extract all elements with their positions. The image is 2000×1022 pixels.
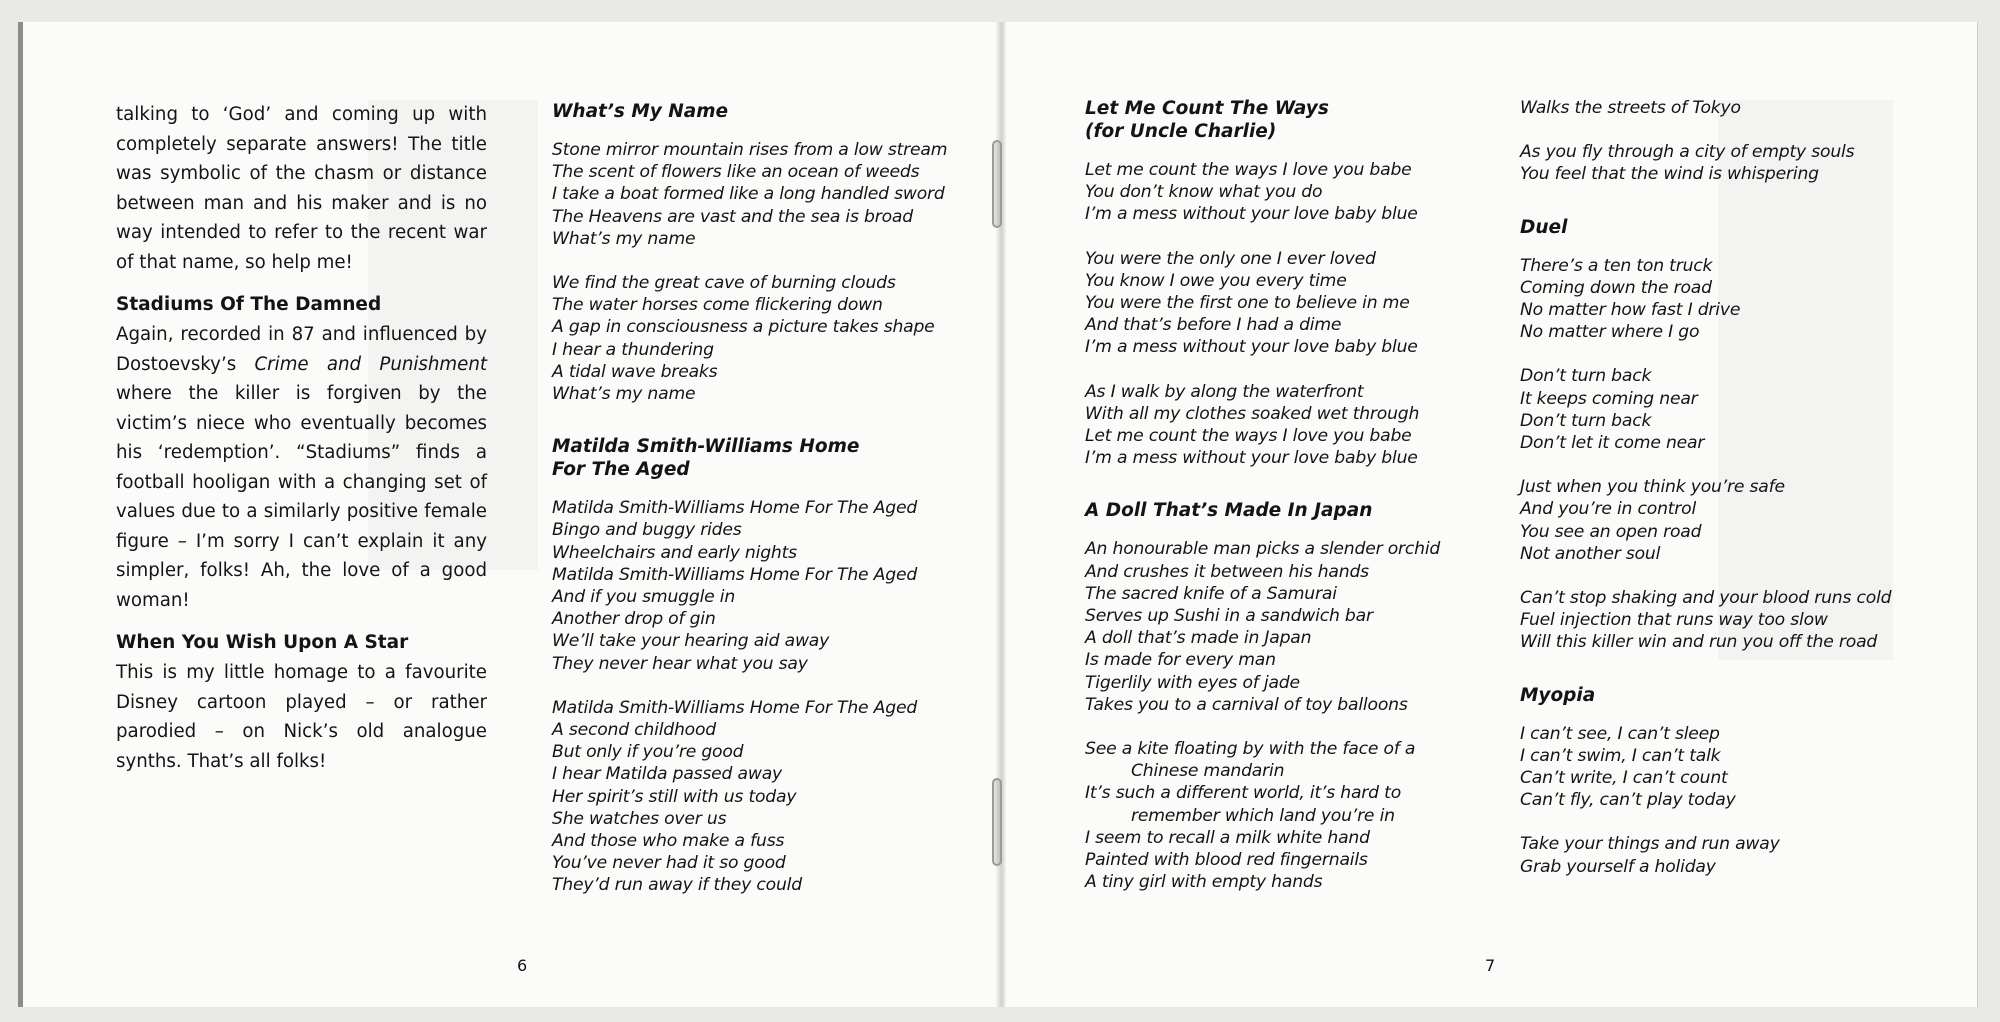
lyric-stanza [1085, 248, 1525, 359]
song-block [1520, 216, 1960, 654]
lyric-line: I’m a mess without your love baby blue [1085, 448, 1418, 469]
lyric-line: Wheelchairs and early nights [552, 542, 797, 563]
lyric-line: What’s my name [552, 228, 696, 249]
lyric-line: Takes you to a carnival of toy balloons [1085, 694, 1408, 715]
lyric-line: It’s such a different world, it’s hard to [1085, 783, 1402, 804]
lyric-line: I seem to recall a milk white hand [1085, 827, 1370, 848]
lyric-line: I hear Matilda passed away [552, 764, 783, 785]
lyric-line: You were the only one I ever loved [1085, 248, 1376, 269]
lyric-line: The Heavens are vast and the sea is broad [552, 206, 913, 227]
song-block [1085, 499, 1525, 893]
lyric-stanza [1085, 738, 1525, 893]
lyrics-column-right-page-2 [1520, 97, 1960, 908]
paragraph-text: This is my little homage to a favourite Disney cartoon played – or rather parodied – on Nick’s old analogue synths. That’s all folks! [116, 662, 487, 772]
lyric-line: Matilda Smith-Williams Home For The Aged [552, 564, 918, 585]
lyric-line: What’s my name [552, 384, 696, 405]
lyric-line: Don’t turn back [1520, 410, 1652, 431]
lyric-stanza [1085, 538, 1525, 716]
lyric-line: She watches over us [552, 808, 727, 829]
song-title-line: (for Uncle Charlie) [1085, 121, 1277, 142]
song-title-line: Let Me Count The Ways [1085, 98, 1329, 119]
song-title-line: What’s My Name [552, 101, 729, 122]
lyric-line: We’ll take your hearing aid away [552, 631, 830, 652]
lyric-stanza [1085, 381, 1525, 470]
lyric-line: Another drop of gin [552, 609, 716, 630]
lyric-stanza [1085, 159, 1525, 226]
lyric-line: Can’t fly, can’t play today [1520, 790, 1736, 811]
lyric-line: Grab yourself a holiday [1520, 856, 1716, 877]
lyric-line: Matilda Smith-Williams Home For The Aged [552, 498, 918, 519]
lyric-stanza [552, 272, 972, 405]
lyric-stanza [1520, 476, 1960, 565]
lyric-line: I can’t see, I can’t sleep [1520, 723, 1720, 744]
lyric-line: And crushes it between his hands [1085, 561, 1369, 582]
lyric-line: Matilda Smith-Williams Home For The Aged [552, 697, 918, 718]
song-title [1085, 97, 1525, 143]
staple-top [992, 140, 1002, 228]
lyric-line: It keeps coming near [1520, 388, 1698, 409]
lyric-line: Serves up Sushi in a sandwich bar [1085, 606, 1373, 627]
song-block [1520, 97, 1960, 186]
lyric-line: remember which land you’re in [1131, 805, 1395, 826]
lyric-line: I hear a thundering [552, 339, 714, 360]
lyric-line: Can’t stop shaking and your blood runs cold [1520, 588, 1892, 609]
lyric-stanza [1520, 587, 1960, 654]
lyric-stanza [1520, 141, 1960, 185]
paragraph-text: talking to ‘God’ and coming up with completely separate answers! The title was symbolic of the chasm or distance between man and his maker and is no way intended to refer to the recent war of that name, so help me! [116, 104, 487, 273]
song-block [1085, 97, 1525, 469]
song-block [1520, 684, 1960, 878]
lyric-line: An honourable man picks a slender orchid [1085, 539, 1441, 560]
lyric-line: They’d run away if they could [552, 875, 802, 896]
song-title [1085, 499, 1525, 522]
lyric-stanza [552, 697, 972, 897]
lyric-line: Tigerlily with eyes of jade [1085, 672, 1300, 693]
page-number-left: 6 [517, 956, 528, 975]
lyrics-column-left-page [552, 100, 972, 927]
lyric-line: They never hear what you say [552, 653, 808, 674]
lyric-stanza [1520, 97, 1960, 119]
lyric-line: Not another soul [1520, 543, 1661, 564]
lyric-line: A doll that’s made in Japan [1085, 628, 1312, 649]
lyric-line: No matter how fast I drive [1520, 300, 1741, 321]
lyric-line: Can’t write, I can’t count [1520, 768, 1728, 789]
lyric-line: The water horses come flickering down [552, 295, 883, 316]
lyric-stanza [552, 497, 972, 675]
lyric-line: I’m a mess without your love baby blue [1085, 337, 1418, 358]
lyric-line: Is made for every man [1085, 650, 1276, 671]
lyric-line: Let me count the ways I love you babe [1085, 426, 1412, 447]
lyric-line: You don’t know what you do [1085, 182, 1323, 203]
lyric-line: We find the great cave of burning clouds [552, 273, 896, 294]
lyric-line: I’m a mess without your love baby blue [1085, 204, 1418, 225]
lyric-line: Stone mirror mountain rises from a low stream [552, 140, 948, 160]
lyric-line: As I walk by along the waterfront [1085, 381, 1364, 402]
lyric-stanza [1520, 255, 1960, 344]
lyric-line: Don’t turn back [1520, 366, 1652, 387]
lyric-stanza [1520, 833, 1960, 877]
song-title-line: Matilda Smith-Williams Home [552, 436, 860, 458]
lyric-line: Coming down the road [1520, 277, 1712, 298]
lyric-line: A second childhood [552, 720, 717, 741]
song-title [1520, 216, 1960, 239]
song-title-line: Duel [1520, 216, 1568, 238]
italic-title: Crime and Punishment [254, 353, 487, 375]
liner-notes-text [116, 100, 487, 776]
lyric-line: No matter where I go [1520, 322, 1700, 343]
lyric-line: See a kite floating by with the face of a [1085, 739, 1416, 760]
lyric-line: But only if you’re good [552, 742, 744, 763]
lyric-line: You see an open road [1520, 521, 1702, 542]
lyric-line: And if you smuggle in [552, 587, 736, 608]
lyric-stanza [1520, 365, 1960, 454]
paragraph-text: Again, recorded in 87 and influenced by Dostoevsky’s [116, 324, 487, 375]
lyric-line: And those who make a fuss [552, 831, 785, 852]
lyric-line: Take your things and run away [1520, 834, 1780, 855]
lyric-line: I take a boat formed like a long handled sword [552, 184, 945, 205]
notes-paragraph [116, 658, 487, 776]
lyric-line: Will this killer win and run you off the road [1520, 632, 1878, 653]
section-heading: When You Wish Upon A Star [116, 632, 409, 653]
song-block [552, 100, 972, 405]
lyric-line: You know I owe you every time [1085, 270, 1347, 291]
notes-paragraph [116, 100, 487, 277]
lyric-line: A tiny girl with empty hands [1085, 872, 1323, 893]
lyric-line: The scent of flowers like an ocean of weeds [552, 162, 920, 183]
song-title-line: A Doll That’s Made In Japan [1085, 500, 1373, 522]
lyric-line: You feel that the wind is whispering [1520, 164, 1819, 185]
section-heading: Stadiums Of The Damned [116, 294, 382, 315]
lyric-line: A tidal wave breaks [552, 361, 718, 382]
paragraph-text: where the killer is forgiven by the victim’s niece who eventually becomes his ‘redemption’. “Stadiums” finds a football hooligan with a changing set of values due to a similarly positive female figure – I’m sorry I can’t explain it any simpler, folks! Ah, the love of a good woman! [116, 383, 487, 611]
lyric-line: Walks the streets of Tokyo [1520, 98, 1741, 118]
song-block [552, 435, 972, 896]
song-title [552, 435, 972, 481]
lyric-line: You were the first one to believe in me [1085, 293, 1410, 314]
notes-paragraph [116, 320, 487, 615]
lyric-line: Chinese mandarin [1131, 761, 1285, 782]
lyric-line: Bingo and buggy rides [552, 520, 742, 541]
lyric-line: Fuel injection that runs way too slow [1520, 610, 1828, 631]
song-title-line: Myopia [1520, 684, 1596, 706]
lyric-line: You’ve never had it so good [552, 853, 786, 874]
lyric-line: Painted with blood red fingernails [1085, 850, 1368, 871]
song-title [552, 100, 972, 123]
lyric-line: With all my clothes soaked wet through [1085, 403, 1420, 424]
lyrics-column-right-page-1 [1085, 97, 1525, 923]
lyric-line: Let me count the ways I love you babe [1085, 160, 1412, 180]
lyric-line: The sacred knife of a Samurai [1085, 583, 1337, 604]
lyric-stanza [552, 139, 972, 250]
lyric-line: As you fly through a city of empty souls [1520, 142, 1855, 163]
lyric-line: Just when you think you’re safe [1520, 477, 1785, 498]
lyric-line: Don’t let it come near [1520, 433, 1705, 454]
lyric-line: And you’re in control [1520, 499, 1697, 520]
lyric-line: And that’s before I had a dime [1085, 315, 1342, 336]
lyric-line: There’s a ten ton truck [1520, 255, 1713, 276]
lyric-line: I can’t swim, I can’t talk [1520, 745, 1721, 766]
lyric-line: Her spirit’s still with us today [552, 786, 797, 807]
song-title [1520, 684, 1960, 707]
lyric-stanza [1520, 723, 1960, 812]
page-number-right: 7 [1485, 956, 1496, 975]
lyric-line: A gap in consciousness a picture takes shape [552, 317, 935, 338]
staple-bottom [992, 778, 1002, 866]
song-title-line: For The Aged [552, 459, 690, 481]
